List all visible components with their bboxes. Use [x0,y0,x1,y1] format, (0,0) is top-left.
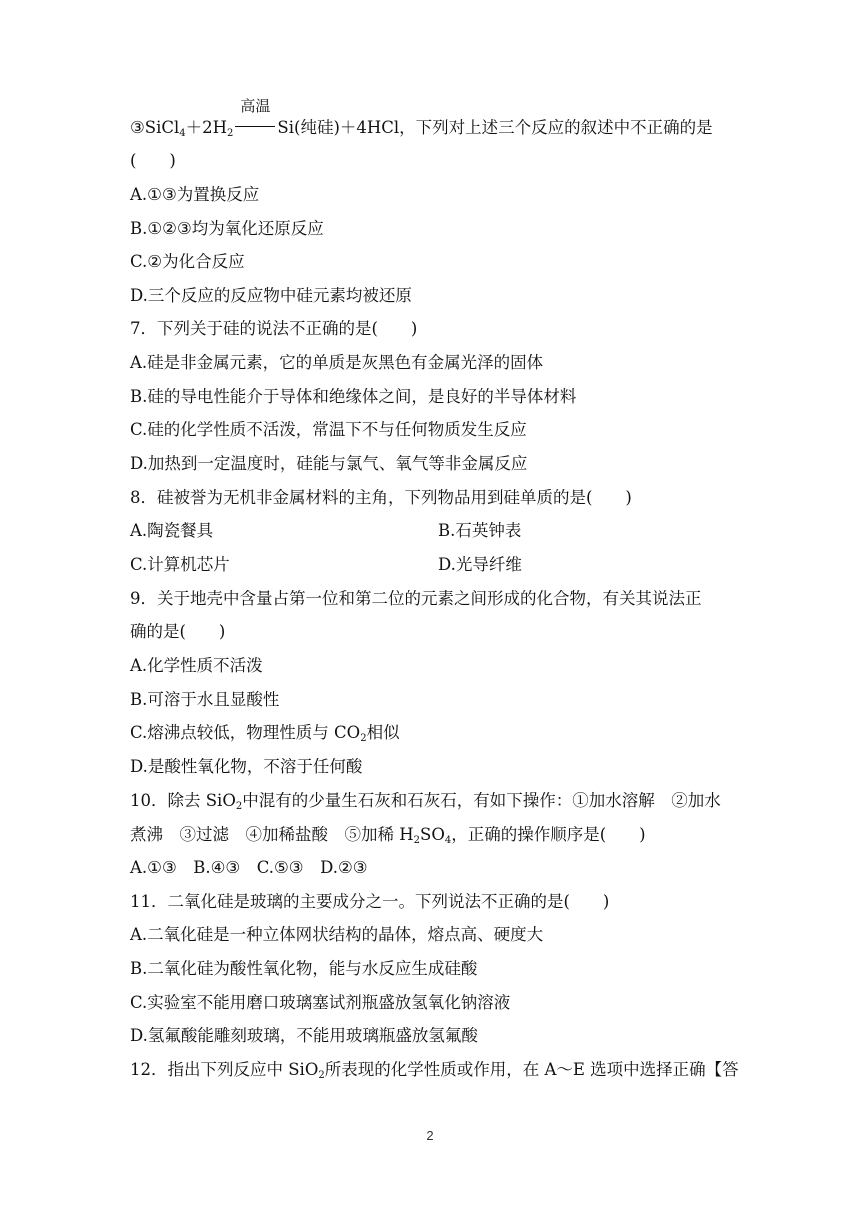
q10-options: A.①③ B.④③ C.⑤③ D.②③ [130,858,368,877]
q9-option-b: B.可溶于水且显酸性 [130,690,280,709]
q8-stem: 8．硅被誉为无机非金属材料的主角，下列物品用到硅单质的是( ) [130,488,632,507]
reaction-arrow-line [235,126,275,127]
q11-option-a: A.二氧化硅是一种立体网状结构的晶体，熔点高、硬度大 [130,925,544,944]
q8-options-row-2 [130,553,770,577]
q11-option-b: B.二氧化硅为酸性氧化物，能与水反应生成硅酸 [130,959,478,978]
q6-option-c: C.②为化合反应 [130,252,245,271]
q11-option-c: C.实验室不能用磨口玻璃塞试剂瓶盛放氢氧化钠溶液 [130,993,511,1012]
q6-option-b: B.①②③均为氧化还原反应 [130,219,324,238]
reaction-condition: 高温 [235,116,275,140]
page-number: 2 [426,1128,434,1143]
q9-stem-line-2: 确的是( ) [130,622,226,641]
q6-option-d: D.三个反应的反应物中硅元素均被还原 [130,286,412,305]
q9-option-c: C.熔沸点较低，物理性质与 $CO_2$相似 [130,723,400,744]
q8-options-row-1 [130,519,770,543]
q10-stem-line-2: 煮沸 ③过滤 ④加稀盐酸 ⑤加稀 $H_2SO_4$，正确的操作顺序是( ) [130,825,646,846]
q11-option-d: D.氢氟酸能雕刻玻璃，不能用玻璃瓶盛放氢氟酸 [130,1026,478,1045]
q6-reaction-3: $③SiCl_4+2H_2$ 高温 Si(纯硅)＋4HCl，下列对上述三个反应的叙述中不正确的是 [130,97,713,139]
q11-stem: 11．二氧化硅是玻璃的主要成分之一。下列说法不正确的是( ) [130,892,610,911]
q7-option-c: C.硅的化学性质不活泼，常温下不与任何物质发生反应 [130,420,527,439]
q12-stem: 12．指出下列反应中 SiO$_2$所表现的化学性质或作用，在 A～E 选项中选择正确【答 [130,1060,739,1081]
q7-stem: 7．下列关于硅的说法不正确的是( ) [130,319,418,338]
q8-option-a: A.陶瓷餐具 [130,521,214,540]
q7-option-b: B.硅的导电性能介于导体和绝缘体之间，是良好的半导体材料 [130,387,577,406]
q8-option-d: D.光导纤维 [438,555,522,574]
q6-option-a: A.①③为置换反应 [130,185,260,204]
q6-paren: ( ) [130,151,176,170]
q10-stem-line-1: 10．除去 SiO$_2$中混有的少量生石灰和石灰石，有如下操作：①加水溶解 ②加水 [130,791,721,812]
q8-option-c: C.计算机芯片 [130,555,230,574]
q7-option-a: A.硅是非金属元素，它的单质是灰黑色有金属光泽的固体 [130,353,544,372]
q9-option-d: D.是酸性氧化物，不溶于任何酸 [130,757,363,776]
q7-option-d: D.加热到一定温度时，硅能与氯气、氧气等非金属反应 [130,454,528,473]
q9-option-a: A.化学性质不活泼 [130,656,263,675]
q9-stem-line-1: 9．关于地壳中含量占第一位和第二位的元素之间形成的化合物，有关其说法正 [130,589,702,608]
q8-option-b: B.石英钟表 [438,521,522,540]
